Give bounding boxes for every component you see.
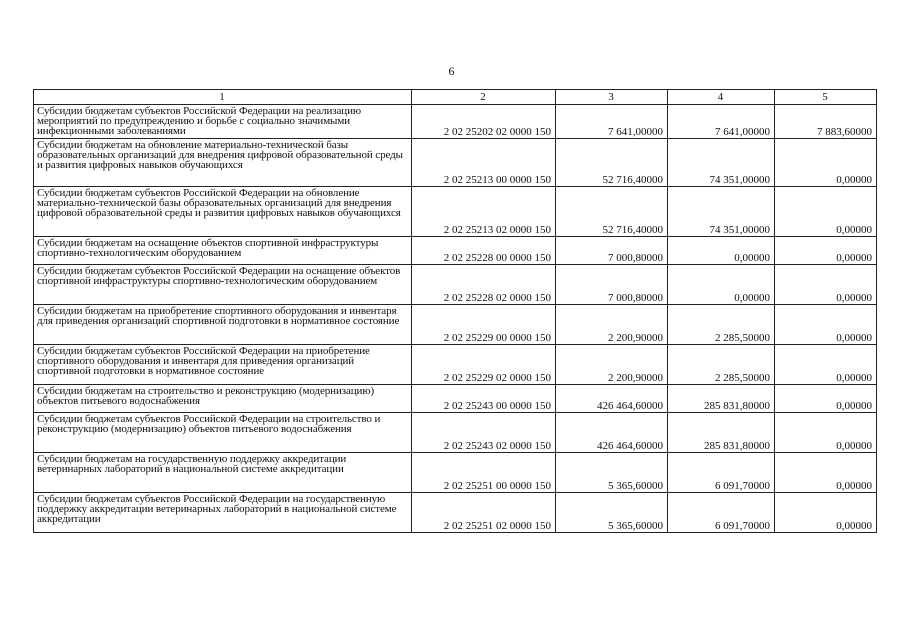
table-row	[34, 237, 877, 265]
row-description: Субсидии бюджетам субъектов Российской Федерации на реализацию мероприятий по предупреждению и борьбе с социально значимыми инфекционными заболеваниями	[34, 105, 412, 139]
row-value-col3: 2 200,90000	[556, 305, 668, 345]
row-code: 2 02 25228 02 0000 150	[412, 265, 556, 305]
row-value-col4: 285 831,80000	[668, 413, 775, 453]
row-value-col5: 0,00000	[775, 237, 877, 265]
row-description: Субсидии бюджетам субъектов Российской Федерации на обновление материально-технической базы образовательных организаций для внедрения цифровой образовательной среды и развития цифровых навыков обучающихся	[34, 187, 412, 237]
table-row	[34, 187, 877, 237]
row-value-col3: 7 641,00000	[556, 105, 668, 139]
column-header: 5	[775, 90, 877, 105]
row-value-col5: 0,00000	[775, 139, 877, 187]
row-value-col5: 0,00000	[775, 345, 877, 385]
row-value-col4: 2 285,50000	[668, 345, 775, 385]
table-row	[34, 493, 877, 533]
row-description: Субсидии бюджетам субъектов Российской Федерации на государственную поддержку аккредитации ветеринарных лабораторий в национальной системе аккредитации	[34, 493, 412, 533]
row-code: 2 02 25251 00 0000 150	[412, 453, 556, 493]
column-header: 2	[412, 90, 556, 105]
row-value-col5: 0,00000	[775, 413, 877, 453]
table-row	[34, 265, 877, 305]
row-code: 2 02 25229 02 0000 150	[412, 345, 556, 385]
row-value-col4: 0,00000	[668, 265, 775, 305]
row-description: Субсидии бюджетам на оснащение объектов спортивной инфраструктуры спортивно-технологическим оборудованием	[34, 237, 412, 265]
row-value-col3: 52 716,40000	[556, 139, 668, 187]
row-value-col3: 5 365,60000	[556, 453, 668, 493]
row-value-col5: 0,00000	[775, 265, 877, 305]
row-value-col3: 52 716,40000	[556, 187, 668, 237]
table-row	[34, 413, 877, 453]
table-row	[34, 345, 877, 385]
table-row	[34, 305, 877, 345]
row-code: 2 02 25243 02 0000 150	[412, 413, 556, 453]
row-value-col3: 7 000,80000	[556, 265, 668, 305]
row-value-col4: 7 641,00000	[668, 105, 775, 139]
column-header: 3	[556, 90, 668, 105]
row-code: 2 02 25213 02 0000 150	[412, 187, 556, 237]
page-number: 6	[448, 64, 455, 78]
row-description: Субсидии бюджетам субъектов Российской Федерации на оснащение объектов спортивной инфраструктуры спортивно-технологическим оборудованием	[34, 265, 412, 305]
row-value-col5: 0,00000	[775, 187, 877, 237]
row-description: Субсидии бюджетам на приобретение спортивного оборудования и инвентаря для приведения организаций спортивной подготовки в нормативное состояние	[34, 305, 412, 345]
table-header-row	[34, 90, 877, 105]
row-description: Субсидии бюджетам на строительство и реконструкцию (модернизацию) объектов питьевого водоснабжения	[34, 385, 412, 413]
row-value-col4: 0,00000	[668, 237, 775, 265]
row-value-col3: 5 365,60000	[556, 493, 668, 533]
row-value-col5: 7 883,60000	[775, 105, 877, 139]
row-value-col4: 2 285,50000	[668, 305, 775, 345]
row-value-col3: 7 000,80000	[556, 237, 668, 265]
row-value-col3: 426 464,60000	[556, 385, 668, 413]
row-value-col5: 0,00000	[775, 385, 877, 413]
row-value-col4: 74 351,00000	[668, 187, 775, 237]
row-value-col5: 0,00000	[775, 305, 877, 345]
table-row	[34, 453, 877, 493]
row-description: Субсидии бюджетам на государственную поддержку аккредитации ветеринарных лабораторий в национальной системе аккредитации	[34, 453, 412, 493]
row-description: Субсидии бюджетам субъектов Российской Федерации на строительство и реконструкцию (модернизацию) объектов питьевого водоснабжения	[34, 413, 412, 453]
column-header: 1	[34, 90, 412, 105]
table-row	[34, 105, 877, 139]
row-value-col4: 74 351,00000	[668, 139, 775, 187]
row-code: 2 02 25243 00 0000 150	[412, 385, 556, 413]
row-code: 2 02 25202 02 0000 150	[412, 105, 556, 139]
table-row	[34, 139, 877, 187]
table-row	[34, 385, 877, 413]
row-description: Субсидии бюджетам на обновление материально-технической базы образовательных организаций для внедрения цифровой образовательной среды и развития цифровых навыков обучающихся	[34, 139, 412, 187]
row-code: 2 02 25229 00 0000 150	[412, 305, 556, 345]
row-description: Субсидии бюджетам субъектов Российской Федерации на приобретение спортивного оборудования и инвентаря для приведения организаций спортивной подготовки в нормативное состояние	[34, 345, 412, 385]
budget-table	[33, 89, 877, 533]
row-value-col5: 0,00000	[775, 493, 877, 533]
row-value-col4: 6 091,70000	[668, 453, 775, 493]
row-code: 2 02 25228 00 0000 150	[412, 237, 556, 265]
row-code: 2 02 25251 02 0000 150	[412, 493, 556, 533]
row-value-col5: 0,00000	[775, 453, 877, 493]
row-value-col3: 2 200,90000	[556, 345, 668, 385]
row-value-col3: 426 464,60000	[556, 413, 668, 453]
column-header: 4	[668, 90, 775, 105]
row-value-col4: 6 091,70000	[668, 493, 775, 533]
row-code: 2 02 25213 00 0000 150	[412, 139, 556, 187]
row-value-col4: 285 831,80000	[668, 385, 775, 413]
